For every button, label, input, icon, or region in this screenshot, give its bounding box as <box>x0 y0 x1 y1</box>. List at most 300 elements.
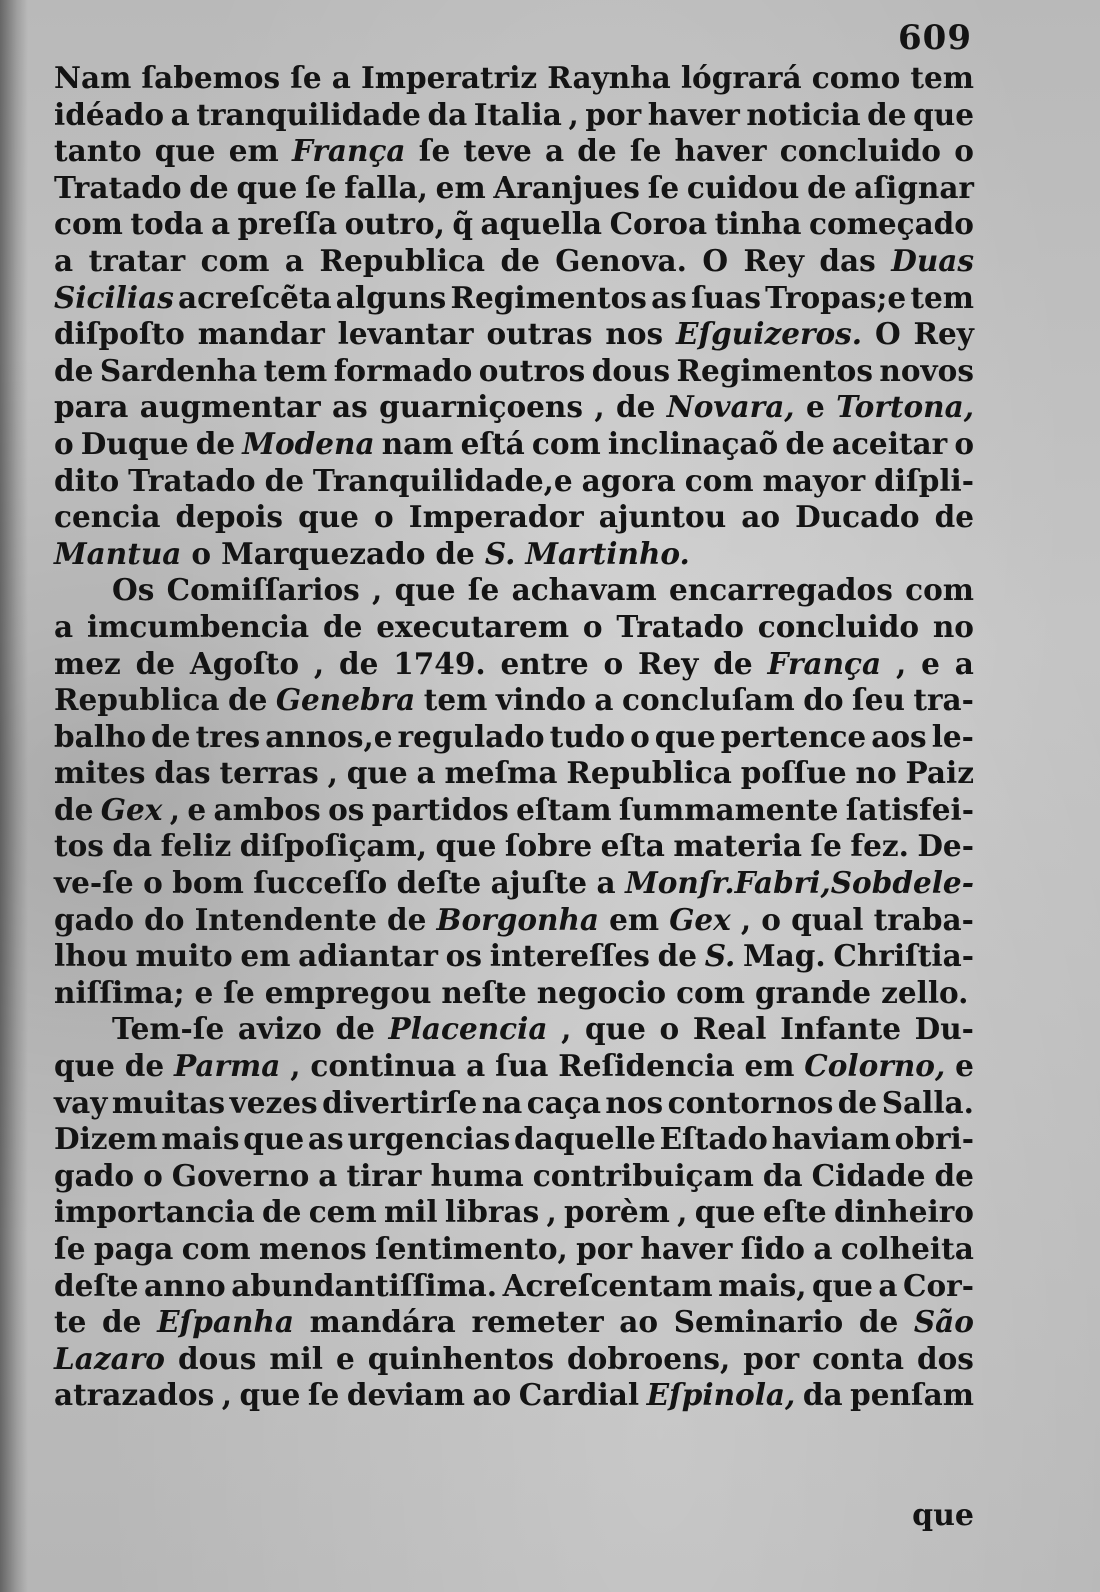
word: Regimentos <box>676 352 873 388</box>
word: outras <box>486 316 593 352</box>
word: dos <box>916 1340 974 1376</box>
word: Aranjues <box>493 169 640 205</box>
word: os <box>328 791 365 827</box>
word: Mag. <box>742 938 826 974</box>
word: de <box>657 938 697 974</box>
word: diſpli- <box>874 462 974 498</box>
word: Eſpinola, <box>646 1377 796 1413</box>
word: urgencias <box>347 1121 511 1157</box>
word: cuidou <box>686 169 800 205</box>
word: haviam <box>771 1121 891 1157</box>
word: haver <box>647 96 740 132</box>
word: vindo <box>495 682 586 718</box>
word: Os <box>112 572 155 608</box>
word: ſe <box>810 828 842 864</box>
word: as <box>651 279 687 315</box>
word: a <box>954 645 974 681</box>
word: guarniçoens <box>379 389 583 425</box>
word: que <box>239 1377 301 1413</box>
word: , <box>740 901 752 937</box>
word: penſam <box>850 1377 974 1413</box>
word: eſtá <box>460 425 525 461</box>
word: de <box>189 169 229 205</box>
word: cencia <box>54 499 161 535</box>
word: que <box>298 499 359 535</box>
word: nos <box>605 1084 664 1120</box>
word: em <box>228 133 279 169</box>
word: huma <box>430 1157 524 1193</box>
word: 1749. <box>393 645 486 681</box>
word: Acreſcentam <box>502 1267 713 1303</box>
word: grande <box>754 974 872 1010</box>
word: a <box>210 206 231 242</box>
text-line <box>54 902 974 939</box>
word: ſe <box>467 572 500 608</box>
word: de <box>151 718 191 754</box>
word: as <box>307 1121 344 1157</box>
word: de <box>264 462 304 498</box>
word: abundantiſſima. <box>231 1267 498 1303</box>
body-text <box>54 60 974 1414</box>
word: e <box>194 974 214 1010</box>
word: , <box>327 755 338 791</box>
word: dous <box>591 352 671 388</box>
text-line <box>54 1158 974 1195</box>
word: Sardenha <box>99 352 258 388</box>
word: de <box>837 1084 878 1120</box>
word: ſe <box>223 974 255 1010</box>
word: Duas <box>891 242 974 278</box>
word: da <box>427 96 468 132</box>
word: Borgonha <box>436 901 600 937</box>
word: acreſcẽta <box>178 279 332 315</box>
text-line <box>54 1304 974 1341</box>
word: o <box>761 901 781 937</box>
word: porèm <box>564 1194 670 1230</box>
word: outros <box>478 352 586 388</box>
word: de <box>54 352 94 388</box>
word: caça <box>526 1084 601 1120</box>
word: ambos <box>213 791 321 827</box>
word: mais <box>161 1121 240 1157</box>
word: mandára <box>309 1304 456 1340</box>
word: encarregados <box>669 572 893 608</box>
word: de <box>615 389 656 425</box>
word: França <box>767 645 882 681</box>
word: poſſue <box>740 755 847 791</box>
word: contornos <box>667 1084 834 1120</box>
word: meſma <box>444 755 558 791</box>
word: por <box>576 1231 633 1266</box>
word: dito <box>54 462 120 498</box>
word: inclinaçaõ <box>607 425 779 461</box>
word: Monſr.Fabri,Sobdele- <box>625 865 974 901</box>
text-line <box>54 938 974 975</box>
word: começado <box>808 206 974 242</box>
word: em <box>609 901 660 937</box>
word: Infante <box>780 1011 901 1047</box>
text-line <box>54 1085 974 1122</box>
word: Real <box>692 1011 767 1047</box>
text-line <box>54 463 974 500</box>
word: aſignar <box>854 169 974 205</box>
word: lhou <box>54 938 128 974</box>
word: concluido <box>779 133 941 169</box>
word: falla, <box>344 169 428 205</box>
word: que <box>585 1011 646 1047</box>
word: Modena <box>242 425 375 461</box>
text-line <box>54 755 974 792</box>
text-line <box>54 1121 974 1158</box>
word: França <box>291 133 406 169</box>
word: achavam <box>511 572 657 608</box>
word: mites <box>54 755 146 791</box>
word: balho <box>54 718 147 754</box>
word: le- <box>931 718 974 754</box>
word: ſeu <box>852 682 905 718</box>
word: a <box>544 133 565 169</box>
word: a <box>331 60 351 95</box>
word: que <box>154 133 216 169</box>
word: deſte <box>396 865 482 901</box>
word: em <box>240 938 291 974</box>
word: Colorno, <box>804 1048 946 1084</box>
word: ſua <box>495 1048 549 1084</box>
word: o <box>374 499 394 535</box>
word: de <box>807 169 847 205</box>
word: vay <box>54 1084 108 1120</box>
word: menos <box>258 1231 367 1266</box>
word: executarem <box>376 608 570 644</box>
word: , <box>561 1011 572 1047</box>
word: Tranquilidade,e <box>312 462 573 498</box>
word: , <box>594 389 605 425</box>
text-line <box>54 499 974 536</box>
word: fez. <box>850 828 909 864</box>
word: a <box>466 1048 486 1084</box>
word: gado <box>54 1157 135 1193</box>
word: o <box>954 133 974 169</box>
word: da <box>112 828 153 864</box>
word: ſabemos <box>141 60 281 95</box>
word: traba- <box>873 901 974 937</box>
text-line <box>54 682 974 719</box>
word: Eſtado <box>659 1121 768 1157</box>
word: Ducado <box>795 499 920 535</box>
word: muitas <box>111 1084 226 1120</box>
word: o <box>954 425 974 461</box>
word: que <box>54 1048 115 1084</box>
word: Martinho. <box>525 535 690 571</box>
word: contribuiçam <box>532 1157 754 1193</box>
word: as <box>332 389 368 425</box>
word: Republica <box>566 755 732 791</box>
text-line <box>54 719 974 756</box>
word: o <box>54 425 74 461</box>
word: , <box>568 96 579 132</box>
word: Tortona, <box>836 389 974 425</box>
word: de <box>54 791 94 827</box>
word: conta <box>812 1340 904 1376</box>
word: Tratado <box>54 169 182 205</box>
word: com <box>531 425 601 461</box>
word: Reſidencia <box>558 1048 735 1084</box>
word: a <box>813 1231 833 1266</box>
word: haver <box>674 133 767 169</box>
word: Italia <box>473 96 562 132</box>
word: em <box>435 169 486 205</box>
word: ſe <box>629 133 662 169</box>
word: deviam <box>346 1377 465 1413</box>
word: ſe <box>305 169 337 205</box>
word: a <box>54 242 74 278</box>
word: anno <box>144 1267 226 1303</box>
text-line <box>54 170 974 207</box>
word: e <box>335 1340 355 1376</box>
word: de <box>102 1304 142 1340</box>
word: tratar <box>88 242 186 278</box>
word: adiantar <box>298 938 438 974</box>
word: tudo <box>549 718 626 754</box>
word: por <box>585 96 642 132</box>
word: S. <box>704 938 736 974</box>
word: materia <box>673 828 802 864</box>
text-line <box>54 206 974 243</box>
word: tirar <box>346 1157 422 1193</box>
text-line <box>54 426 974 463</box>
word: vezes <box>229 1084 318 1120</box>
word: e <box>955 1048 974 1084</box>
word: Mantua <box>54 535 182 571</box>
word: remeter <box>471 1304 604 1340</box>
word: Placencia <box>388 1011 548 1047</box>
word: de <box>387 901 427 937</box>
word: de <box>577 133 617 169</box>
word: ſucceſſo <box>253 865 388 901</box>
word: O <box>702 242 729 278</box>
word: diſpoſiçam, <box>239 828 428 864</box>
word: lógrará <box>680 60 802 95</box>
word: Imperatriz <box>360 60 538 95</box>
word: Regimentos <box>450 279 647 315</box>
word: bom <box>172 865 244 901</box>
word: niſſima; <box>54 974 185 1010</box>
word: na <box>481 1084 523 1120</box>
word: dinheiro <box>833 1194 974 1230</box>
text-line <box>54 536 974 573</box>
word: ſe <box>54 1231 86 1266</box>
word: a <box>594 682 614 718</box>
word: em <box>744 1048 795 1084</box>
word: tranquilidade <box>196 96 421 132</box>
word: O <box>874 316 901 352</box>
word: tem <box>910 279 974 315</box>
word: que <box>694 1194 756 1230</box>
word: de <box>934 1157 974 1193</box>
word: qual <box>791 901 864 937</box>
word: empregou <box>264 974 432 1010</box>
word: pertence <box>720 718 867 754</box>
word: mil <box>269 1340 323 1376</box>
word: noticia <box>746 96 861 132</box>
word: de <box>135 645 175 681</box>
word: , <box>546 1194 557 1230</box>
word: de <box>785 425 825 461</box>
word: tos <box>54 828 104 864</box>
word: te <box>54 1304 87 1340</box>
word: ſuas <box>691 279 761 315</box>
word: com <box>54 206 123 242</box>
catchword: que <box>912 1498 974 1533</box>
word: levantar <box>337 316 474 352</box>
word: das <box>154 755 211 791</box>
word: a <box>596 865 616 901</box>
word: zello. <box>881 974 969 1010</box>
word: por <box>743 1340 800 1376</box>
word: da <box>762 1157 803 1193</box>
word: no <box>855 755 897 791</box>
word: que <box>243 1121 305 1157</box>
word: dobroens, <box>567 1340 731 1376</box>
text-line <box>54 1048 974 1085</box>
word: com <box>676 974 745 1010</box>
word: , <box>313 645 325 681</box>
word: Cardial <box>518 1377 640 1413</box>
word: do <box>803 682 844 718</box>
word: com <box>200 242 270 278</box>
word: ve-ſe <box>54 865 134 901</box>
word: no <box>932 608 974 644</box>
word: das <box>819 242 876 278</box>
word: tem <box>263 352 328 388</box>
word: De- <box>917 828 974 864</box>
word: os <box>445 938 482 974</box>
word: Tratado <box>616 608 744 644</box>
word: ao <box>472 1377 512 1413</box>
word: Chriſtia- <box>833 938 974 974</box>
word: gado <box>54 901 135 937</box>
word: concluido <box>757 608 919 644</box>
text-line <box>54 280 974 317</box>
word: Gex <box>669 901 731 937</box>
word: de <box>335 1011 375 1047</box>
word: o <box>191 535 212 571</box>
word: Paiz <box>905 755 974 791</box>
word: ajuntou <box>598 499 727 535</box>
word: idéado <box>54 96 165 132</box>
word: ao <box>619 1304 659 1340</box>
text-line <box>54 572 974 609</box>
word: do <box>144 901 185 937</box>
word: o <box>659 1011 680 1047</box>
text-line <box>54 609 974 646</box>
text-line <box>54 1011 974 1048</box>
word: para <box>54 389 129 425</box>
word: com <box>181 1231 251 1266</box>
word: ſido <box>740 1231 805 1266</box>
word: e <box>921 645 940 681</box>
word: importancia <box>54 1194 255 1230</box>
word: Comiſſarios <box>166 572 360 608</box>
word: de <box>195 425 236 461</box>
word: a <box>170 96 190 132</box>
word: deſte <box>54 1267 139 1303</box>
word: dous <box>177 1340 257 1376</box>
text-line <box>54 1268 974 1305</box>
word: Genova. <box>555 242 687 278</box>
text-line <box>54 1377 974 1414</box>
text-line <box>54 975 974 1012</box>
word: colheita <box>840 1231 974 1266</box>
word: , <box>372 572 383 608</box>
word: alguns <box>335 279 447 315</box>
word: Gex <box>100 791 163 827</box>
word: Republica <box>319 242 485 278</box>
word: tinha <box>714 206 802 242</box>
word: outro, <box>344 206 445 242</box>
word: formado <box>333 352 473 388</box>
word: tem <box>423 682 488 718</box>
word: Rey <box>913 316 974 352</box>
word: ao <box>741 499 781 535</box>
word: Du- <box>914 1011 974 1047</box>
word: Intendente <box>194 901 377 937</box>
word: que <box>812 1267 873 1303</box>
word: novos <box>879 352 974 388</box>
word: terras <box>219 755 319 791</box>
word: negocio <box>536 974 667 1010</box>
text-line <box>54 865 974 902</box>
word: Sicilias <box>54 279 174 315</box>
word: concluſam <box>622 682 795 718</box>
word: Parma <box>173 1048 281 1084</box>
word: paga <box>93 1231 174 1266</box>
word: Duque <box>80 425 189 461</box>
text-line <box>54 133 974 170</box>
word: depois <box>175 499 284 535</box>
word: de <box>867 96 907 132</box>
word: São <box>913 1304 974 1340</box>
text-line <box>54 646 974 683</box>
word: ſobre <box>504 828 593 864</box>
word: mez <box>54 645 121 681</box>
text-line <box>54 60 974 97</box>
word: cem <box>308 1194 377 1230</box>
word: ſatisfei- <box>845 791 974 827</box>
word: ſe <box>307 1377 340 1413</box>
word: ſe <box>290 60 322 95</box>
word: aos <box>871 718 927 754</box>
word: que <box>346 755 408 791</box>
word: nam <box>381 425 454 461</box>
word: q̃ <box>452 206 474 242</box>
word: ajuſte <box>490 865 587 901</box>
word: de <box>435 535 475 571</box>
word: de <box>124 1048 165 1084</box>
word: ſe <box>418 133 451 169</box>
word: que <box>913 96 974 132</box>
word: quinhentos <box>367 1340 555 1376</box>
word: Rey <box>638 645 699 681</box>
word: Marquezado <box>221 535 426 571</box>
word: o <box>143 865 163 901</box>
word: Dizem <box>54 1121 158 1157</box>
word: Seminario <box>673 1304 844 1340</box>
word: ſummamente <box>618 791 839 827</box>
word: Cor- <box>903 1267 974 1303</box>
word: eſtam <box>516 791 612 827</box>
text-line <box>54 1341 974 1378</box>
